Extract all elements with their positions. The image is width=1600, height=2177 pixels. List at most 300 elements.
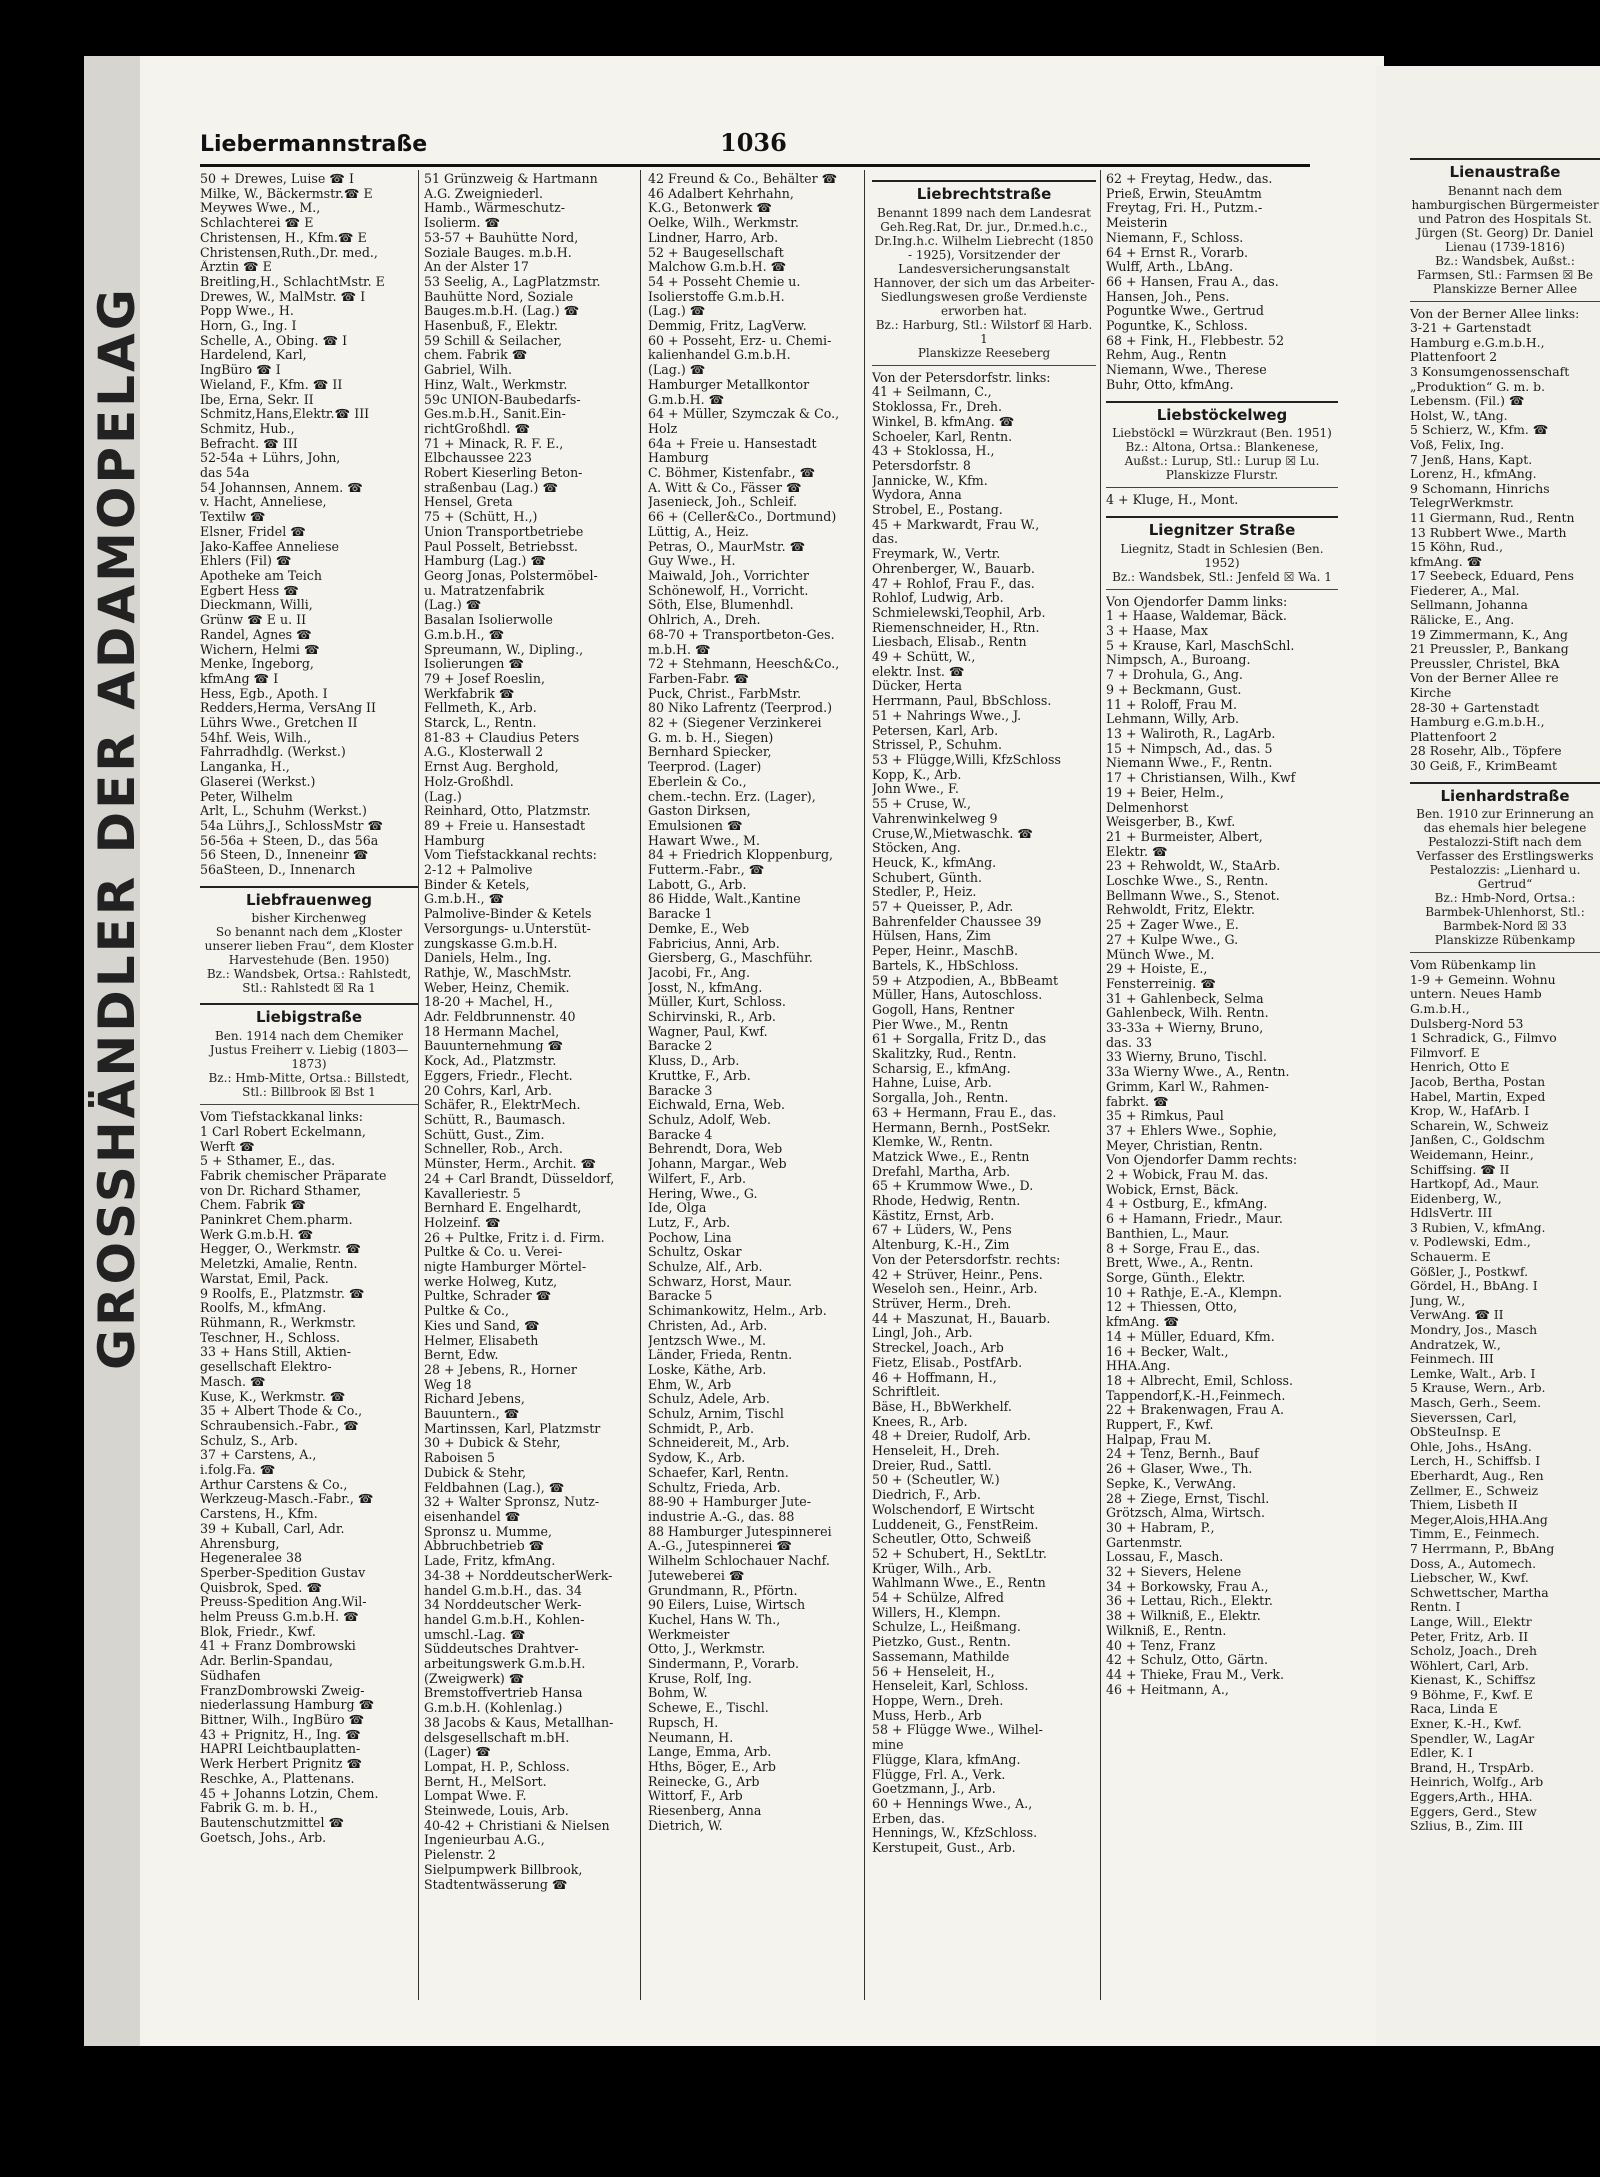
directory-entry: Lüttig, A., Heiz. <box>648 524 749 539</box>
directory-entry: Wagner, Paul, Kwf. <box>648 1024 768 1039</box>
directory-entry: Hamburg (Lag.) ☎ <box>424 554 547 569</box>
directory-entry: v. Hacht, Anneliese, <box>200 495 327 510</box>
column-divider <box>1100 170 1101 2000</box>
directory-entry: Chem. Fabrik ☎ <box>200 1198 306 1213</box>
directory-entry: Von Ojendorfer Damm rechts: <box>1106 1153 1298 1168</box>
directory-entry: 15 Köhn, Rud., <box>1410 540 1504 555</box>
directory-entry: Hennings, W., KfzSchloss. <box>872 1826 1038 1841</box>
directory-entry: Union Transportbetriebe <box>424 524 584 539</box>
directory-entry: Gaston Dirksen, <box>648 804 751 819</box>
directory-entry: Klemke, W., Rentn. <box>872 1135 993 1150</box>
directory-entry: Henseleit, Karl, Schloss. <box>872 1679 1029 1694</box>
directory-entry: Eberhardt, Aug., Ren <box>1410 1468 1544 1483</box>
directory-entry: Fabricius, Anni, Arb. <box>648 936 780 951</box>
directory-entry: 42 + Schulz, Otto, Gärtn. <box>1106 1653 1268 1668</box>
directory-entry: 45 + Markwardt, Frau W., <box>872 517 1040 532</box>
directory-entry: Baracke 1 <box>648 907 713 922</box>
directory-entry: 30 + Dubick & Stehr, <box>424 1436 561 1451</box>
directory-entry: 88 Hamburger Jutespinnerei <box>648 1524 832 1539</box>
directory-entry: Schelle, A., Obing. ☎ I <box>200 333 348 348</box>
directory-entry: kfmAng ☎ I <box>200 671 279 686</box>
directory-entry: Hamburger Metallkontor <box>648 377 810 392</box>
directory-entry: Jannicke, W., Kfm. <box>872 473 988 488</box>
directory-column-2 <box>424 172 642 1892</box>
directory-entry: Winkel, B. kfmAng. ☎ <box>872 414 1015 429</box>
directory-entry: Helmer, Elisabeth <box>424 1333 539 1348</box>
directory-entry: Bernhard E. Engelhardt, <box>424 1201 582 1216</box>
directory-entry: Lorenz, H., kfmAng. <box>1410 467 1537 482</box>
directory-entry: G. m. b. H., Siegen) <box>648 730 774 745</box>
directory-entry: Hegger, O., Werkmstr. ☎ <box>200 1242 362 1257</box>
directory-entry: Wahlmann Wwe., E., Rentn <box>872 1576 1046 1591</box>
directory-entry: Werkfabrik ☎ <box>424 686 515 701</box>
directory-entry: Futterm.-Fabr., ☎ <box>648 863 765 878</box>
directory-entry: 7 Herrmann, P., BbAng <box>1410 1541 1555 1556</box>
directory-entry: Quisbrok, Sped. ☎ <box>200 1580 323 1595</box>
directory-entry: 25 + Zager Wwe., E. <box>1106 918 1239 933</box>
street-heading: Lienaustraße <box>1410 158 1600 180</box>
directory-entry: Baracke 4 <box>648 1127 713 1142</box>
directory-entry: Hülsen, Hans, Zim <box>872 929 991 944</box>
directory-entry: Soziale Bauges. m.b.H. <box>424 245 572 260</box>
directory-entry: 30 + Habram, P., <box>1106 1520 1215 1535</box>
directory-entry: Spreumann, W., Dipling., <box>424 642 584 657</box>
directory-entry: Gößler, J., Postkwf. <box>1410 1264 1529 1279</box>
directory-entry: Krüger, Wilh., Arb. <box>872 1561 992 1576</box>
directory-entry: 47 + Rohlof, Frau F., das. <box>872 576 1035 591</box>
directory-entry: Schneidereit, M., Arb. <box>648 1436 790 1451</box>
directory-entry: Schmidt, P., Arb. <box>648 1421 755 1436</box>
directory-entry: Halpap, Frau M. <box>1106 1432 1212 1447</box>
directory-entry: Hensel, Greta <box>424 495 513 510</box>
directory-entry: IngBüro ☎ I <box>200 363 281 378</box>
directory-entry: Hamb., Wärmeschutz- <box>424 201 565 216</box>
directory-column-1 <box>200 172 418 1845</box>
directory-entry: Heinrich, Wolfg., Arb <box>1410 1775 1544 1790</box>
directory-entry: 19 Zimmermann, K., Ang <box>1410 627 1568 642</box>
directory-entry: 11 Giermann, Rud., Rentn <box>1410 510 1575 525</box>
street-heading: Lienhardstraße <box>1410 782 1600 804</box>
directory-entry: Pultke & Co. u. Verei- <box>424 1245 563 1260</box>
directory-entry: 17 + Christiansen, Wilh., Kwf <box>1106 771 1296 786</box>
directory-entry: Labott, G., Arb. <box>648 877 747 892</box>
directory-entry: Lemke, Walt., Arb. I <box>1410 1366 1536 1381</box>
directory-entry: 18 Hermann Machel, <box>424 1024 560 1039</box>
directory-entry: Paul Posselt, Betriebsst. <box>424 539 578 554</box>
directory-entry: Hamburg e.G.m.b.H., <box>1410 335 1545 350</box>
directory-entry: HAPRI Leichtbauplatten- <box>200 1742 361 1757</box>
directory-entry: u. Matratzenfabrik <box>424 583 545 598</box>
directory-entry: Sorge, Günth., Elektr. <box>1106 1271 1246 1285</box>
directory-entry: 68-70 + Transportbeton-Ges. <box>648 627 835 642</box>
directory-entry: 7 + Drohula, G., Ang. <box>1106 668 1243 683</box>
directory-entry: Blok, Friedr., Kwf. <box>200 1624 316 1639</box>
directory-entry: 31 + Gahlenbeck, Selma <box>1106 991 1264 1006</box>
street-info: Benannt nach dem hamburgischen Bürgermeister und Patron des Hospitals St. Jürgen (St. Georg) Dr. Daniel Lienau (1739-1816) <box>1411 183 1599 254</box>
page-header <box>200 128 1310 167</box>
directory-entry: (Zweigwerk) ☎ <box>424 1671 525 1686</box>
directory-entry: Langanka, H., <box>200 760 290 775</box>
directory-entry: Petersdorfstr. 8 <box>872 458 971 473</box>
directory-entry: 14 + Müller, Eduard, Kfm. <box>1106 1329 1275 1344</box>
directory-entry: Dieckmann, Willi, <box>200 598 313 613</box>
directory-entry: 34 Norddeutscher Werk- <box>424 1598 582 1613</box>
street-info: Bz.: Hmb-Mitte, Ortsa.: Billstedt, Stl.: Billbrook ☒ Bst 1 <box>208 1071 410 1100</box>
directory-entry: Rohlof, Ludwig, Arb. <box>872 591 1004 606</box>
directory-entry: HHA.Ang. <box>1106 1359 1171 1374</box>
directory-entry: 46 Adalbert Kehrhahn, <box>648 186 794 201</box>
directory-entry: Dreier, Rud., Sattl. <box>872 1458 992 1473</box>
street-info: Planskizze Rübenkamp <box>1434 933 1576 948</box>
directory-entry: Grünw ☎ E u. II <box>200 613 307 628</box>
directory-entry: Lingl, Joh., Arb. <box>872 1326 973 1341</box>
directory-entry: Sellmann, Johanna <box>1410 598 1528 613</box>
directory-entry: Schmielewski,Teophil, Arb. <box>872 605 1046 620</box>
directory-entry: 33-33a + Wierny, Bruno, <box>1106 1021 1264 1036</box>
directory-entry: Hamburg <box>424 833 485 848</box>
directory-entry: Kirche <box>1410 686 1452 701</box>
directory-entry: Malchow G.m.b.H. ☎ <box>648 260 787 275</box>
directory-entry: (Lager) ☎ <box>424 1745 491 1760</box>
directory-entry: Ohrenberger, W., Bauarb. <box>872 561 1035 576</box>
directory-entry: John Wwe., F. <box>872 782 959 797</box>
directory-entry: 11 + Roloff, Frau M. <box>1106 697 1238 712</box>
directory-entry: 1 Carl Robert Eckelmann, <box>200 1124 366 1139</box>
directory-entry: 55 + Cruse, W., <box>872 797 972 812</box>
directory-entry: Janßen, C., Goldschm <box>1410 1133 1545 1148</box>
directory-entry: Fellmeth, K., Arb. <box>424 701 537 716</box>
directory-entry: Lange, Emma, Arb. <box>648 1745 772 1760</box>
directory-entry: Teerprod. (Lager) <box>648 760 762 775</box>
directory-entry: Sperber-Spedition Gustav <box>200 1565 366 1580</box>
directory-entry: Bäse, H., BbWerkhelf. <box>872 1399 1012 1414</box>
street-info: Ben. 1914 nach dem Chemiker Justus Freiherr v. Liebig (1803—1873) <box>209 1029 409 1072</box>
directory-entry: Schlachterei ☎ E <box>200 216 314 231</box>
directory-entry: Vom Tiefstackkanal links: <box>200 1110 364 1125</box>
directory-entry: Elbchaussee 223 <box>424 451 532 466</box>
directory-entry: Brett, Wwe., A., Rentn. <box>1106 1256 1254 1271</box>
directory-entry: Stoklossa, Fr., Dreh. <box>872 400 1003 415</box>
directory-entry: Wulff, Arth., LbAng. <box>1106 260 1234 275</box>
directory-entry: 46 + Hoffmann, H., <box>872 1370 997 1385</box>
directory-entry: 27 + Kulpe Wwe., G. <box>1106 932 1239 947</box>
directory-entry: richtGroßhdl. ☎ <box>424 421 531 436</box>
directory-entry: G.m.b.H., <box>1410 1001 1470 1016</box>
directory-entry: Südhafen <box>200 1668 261 1683</box>
directory-entry: fabrkt. ☎ <box>1106 1094 1169 1109</box>
directory-entry: A. Witt & Co., Fässer ☎ <box>648 480 802 495</box>
directory-entry: Jasenieck, Joh., Schleif. <box>648 495 798 510</box>
directory-entry: Kienast, K., Schiffsz <box>1410 1673 1536 1688</box>
directory-entry: K.G., Betonwerk ☎ <box>648 201 773 216</box>
directory-entry: 54hf. Weis, Wilh., <box>200 730 312 745</box>
street-heading: Liebstöckelweg <box>1106 401 1338 423</box>
directory-entry: 37 + Carstens, A., <box>200 1448 317 1463</box>
directory-entry: Goetsch, Johs., Arb. <box>200 1830 327 1845</box>
directory-entry: 9 Schomann, Hinrichs <box>1410 481 1550 496</box>
directory-entry: Werft ☎ <box>200 1139 255 1154</box>
directory-entry: Abbruchbetrieb ☎ <box>424 1539 545 1554</box>
street-info: Benannt 1899 nach dem Landesrat Geh.Reg.Rat, Dr. jur., Dr.med.h.c., Dr.Ing.h.c. Wilhelm Liebrecht (1850 - 1925), Vorsitzender der Landesversicherungsanstalt Hannover, der sich um das Arbeiter-Siedlungswesen große Verdienste erworben hat. <box>873 205 1095 318</box>
directory-entry: Kerstupeit, Gust., Arb. <box>872 1841 1016 1856</box>
directory-entry: (Lag.) ☎ <box>648 304 706 319</box>
directory-entry: Ehlers (Fil) ☎ <box>200 554 292 569</box>
directory-entry: Arthur Carstens & Co., <box>200 1477 348 1492</box>
directory-entry: Kuse, K., Werkmstr. ☎ <box>200 1389 346 1404</box>
directory-entry: Masch. ☎ <box>200 1374 266 1389</box>
street-info: Bz.: Hmb-Nord, Ortsa.: Barmbek-Uhlenhorst, Stl.: Barmbek-Nord ☒ 33 <box>1425 891 1585 934</box>
directory-entry: Fahrradhdlg. (Werkst.) <box>200 745 346 760</box>
directory-entry: Bittner, Wilh., IngBüro ☎ <box>200 1712 365 1727</box>
directory-entry: Bauunternehmung ☎ <box>424 1039 564 1054</box>
directory-entry: Lindner, Harro, Arb. <box>648 230 779 245</box>
directory-entry: 9 Böhme, F., Kwf. E <box>1410 1687 1533 1702</box>
directory-entry: Schmitz,Hans,Elektr.☎ III <box>200 407 370 422</box>
directory-entry: 15 + Nimpsch, Ad., das. 5 <box>1106 741 1273 756</box>
directory-entry: Bautenschutzmittel ☎ <box>200 1815 345 1830</box>
directory-entry: Emulsionen ☎ <box>648 818 743 833</box>
directory-entry: Binder & Ketels, <box>424 877 530 892</box>
directory-entry: Ges.m.b.H., Sanit.Ein- <box>424 407 566 422</box>
directory-entry: industrie A.-G., das. 88 <box>648 1509 795 1524</box>
directory-entry: Weg 18 <box>424 1377 472 1392</box>
directory-entry: G.m.b.H., ☎ <box>424 627 505 642</box>
directory-entry: 2 + Wobick, Frau M. das. <box>1106 1168 1269 1183</box>
directory-entry: Loske, Käthe, Arb. <box>648 1362 767 1377</box>
directory-entry: das 54a <box>200 466 250 481</box>
directory-entry: Baracke 2 <box>648 1039 713 1054</box>
directory-entry: Johann, Margar., Web <box>648 1157 787 1172</box>
directory-entry: 42 + Strüver, Heinr., Pens. <box>872 1267 1043 1282</box>
directory-entry: Zellmer, E., Schweiz <box>1410 1483 1539 1498</box>
directory-entry: (Lag.) ☎ <box>648 363 706 378</box>
directory-entry: 43 + Stoklossa, H., <box>872 444 995 459</box>
directory-entry: Ibe, Erna, Sekr. II <box>200 392 314 407</box>
directory-entry: Schulze, L., Heißmang. <box>872 1620 1021 1635</box>
directory-entry: 65 + Krummow Wwe., D. <box>872 1179 1034 1194</box>
directory-entry: Werk G.m.b.H. ☎ <box>200 1227 314 1242</box>
directory-entry: 10 + Rathje, E.-A., Klempn. <box>1106 1285 1282 1300</box>
directory-entry: Peter, Wilhelm <box>200 789 293 804</box>
directory-entry: Loschke Wwe., S., Rentn. <box>1106 874 1269 889</box>
directory-entry: Bartels, K., HbSchloss. <box>872 958 1019 973</box>
directory-entry: 26 + Pultke, Fritz i. d. Firm. <box>424 1230 605 1245</box>
directory-entry: Fensterreinig. ☎ <box>1106 976 1217 991</box>
directory-entry: Josst, N., kfmAng. <box>648 980 763 995</box>
directory-entry: Erben, das. <box>872 1811 945 1826</box>
directory-entry: 30 Geiß, F., KrimBeamt <box>1410 759 1557 773</box>
directory-entry: Edler, K. I <box>1410 1746 1473 1761</box>
directory-entry: 18-20 + Machel, H., <box>424 995 553 1010</box>
directory-entry: arbeitungswerk G.m.b.H. <box>424 1657 586 1672</box>
directory-entry: 58 + Flügge Wwe., Wilhel- <box>872 1723 1043 1738</box>
directory-entry: Bohm, W. <box>648 1686 708 1701</box>
directory-entry: Schönewolf, H., Vorricht. <box>648 583 809 598</box>
directory-entry: Liebscher, W., Kwf. <box>1410 1571 1529 1586</box>
directory-entry: Arlt, L., Schuhm (Werkst.) <box>200 804 367 819</box>
street-info: Liegnitz, Stadt in Schlesien (Ben. 1952) <box>1120 541 1324 570</box>
directory-entry: Elsner, Fridel ☎ <box>200 524 306 539</box>
directory-entry: Hths, Böger, E., Arb <box>648 1759 776 1774</box>
directory-entry: Schultz, Oskar <box>648 1245 742 1260</box>
directory-entry: Feldbahnen (Lag.), ☎ <box>424 1480 565 1495</box>
directory-entry: Gartenmstr. <box>1106 1535 1183 1550</box>
directory-entry: Muss, Herb., Arb <box>872 1708 982 1723</box>
directory-entry: Von der Berner Allee links: <box>1410 306 1580 321</box>
directory-entry: Flügge, Frl. A., Verk. <box>872 1767 1006 1782</box>
directory-entry: Robert Kieserling Beton- <box>424 466 583 481</box>
directory-entry: Hardelend, Karl, <box>200 348 307 363</box>
directory-entry: 42 Freund & Co., Behälter ☎ <box>648 172 838 186</box>
directory-entry: Pielenstr. 2 <box>424 1848 496 1863</box>
directory-entry: Weber, Heinz, Chemik. <box>424 980 570 995</box>
directory-entry: Rhode, Hedwig, Rentn. <box>872 1194 1021 1209</box>
directory-entry: Lührs Wwe., Gretchen II <box>200 716 358 731</box>
street-info: Planskizze Flurstr. <box>1165 468 1279 483</box>
directory-entry: 46 + Heitmann, A., <box>1106 1682 1229 1697</box>
directory-entry: Flügge, Klara, kfmAng. <box>872 1752 1021 1767</box>
directory-entry: Wöhlert, Carl, Arb. <box>1410 1658 1529 1673</box>
directory-entry: 5 + Sthamer, E., das. <box>200 1154 336 1169</box>
directory-entry: Kluss, D., Arb. <box>648 1054 740 1069</box>
directory-entry: 21 Preussler, P., Bankang <box>1410 642 1569 657</box>
directory-entry: 66 + (Celler&Co., Dortmund) <box>648 510 837 525</box>
directory-entry: 41 + Franz Dombrowski <box>200 1639 356 1654</box>
directory-entry: eisenhandel ☎ <box>424 1509 521 1524</box>
directory-entry: Bauhütte Nord, Soziale <box>424 289 574 304</box>
directory-entry: 84 + Friedrich Kloppenburg, <box>648 848 834 863</box>
directory-entry: 13 Rubbert Wwe., Marth <box>1410 525 1567 540</box>
directory-entry: 32 + Sievers, Helene <box>1106 1565 1242 1580</box>
directory-entry: FranzDombrowski Zweig- <box>200 1683 365 1698</box>
directory-entry: Bremstoffvertrieb Hansa <box>424 1686 583 1701</box>
directory-entry: Hansen, Joh., Pens. <box>1106 289 1230 304</box>
directory-entry: Juteweberei ☎ <box>648 1568 745 1583</box>
directory-entry: Kavalleriestr. 5 <box>424 1186 521 1201</box>
directory-entry: TelegrWerkmstr. <box>1410 496 1514 511</box>
directory-entry: 28 Rosehr, Alb., Töpfere <box>1410 744 1562 759</box>
directory-entry: Werkzeug-Masch.-Fabr., ☎ <box>200 1492 374 1507</box>
directory-entry: 81-83 + Claudius Peters <box>424 730 580 745</box>
directory-entry: niederlassung Hamburg ☎ <box>200 1698 375 1713</box>
directory-entry: Randel, Agnes ☎ <box>200 627 312 642</box>
street-info: Bz.: Wandsbek, Stl.: Jenfeld ☒ Wa. 1 <box>1112 569 1332 584</box>
directory-entry: Stadtentwässerung ☎ <box>424 1877 568 1892</box>
directory-entry: Scharsig, E., kfmAng. <box>872 1061 1011 1076</box>
directory-entry: Elektr. ☎ <box>1106 844 1168 859</box>
section-rule <box>1410 301 1600 302</box>
street-info: Liebstöckl = Würzkraut (Ben. 1951) <box>1112 426 1332 441</box>
directory-entry: 9 Roolfs, E., Platzmstr. ☎ <box>200 1286 365 1301</box>
directory-entry: Oelke, Wilh., Werkmstr. <box>648 216 799 231</box>
directory-entry: Preuss-Spedition Ang.Wil- <box>200 1595 367 1610</box>
directory-entry: delsgesellschaft m.bH. <box>424 1730 570 1745</box>
directory-entry: Jako-Kaffee Anneliese <box>200 539 339 554</box>
directory-entry: Lossau, F., Masch. <box>1106 1550 1224 1565</box>
directory-entry: Ehm, W., Arb <box>648 1377 732 1392</box>
directory-entry: C. Böhmer, Kistenfabr., ☎ <box>648 466 816 481</box>
directory-entry: 57 + Queisser, P., Adr. <box>872 900 1014 915</box>
directory-entry: Ruppert, F., Kwf. <box>1106 1418 1214 1433</box>
directory-entry: 90 Eilers, Luise, Wirtsch <box>648 1598 806 1613</box>
directory-entry: Bernt, Edw. <box>424 1348 499 1363</box>
directory-entry: Dulsberg-Nord 53 <box>1410 1016 1524 1031</box>
directory-entry: Paninkret Chem.pharm. <box>200 1213 353 1228</box>
directory-entry: Farben-Fabr. ☎ <box>648 671 750 686</box>
directory-entry: werke Holweg, Kutz, <box>424 1274 558 1289</box>
directory-entry: Herrmann, Paul, BbSchloss. <box>872 694 1052 709</box>
directory-entry: Schulz, Adolf, Web. <box>648 1113 771 1127</box>
directory-entry: 9 + Beckmann, Gust. <box>1106 682 1242 697</box>
directory-entry: Raboisen 5 <box>424 1451 495 1466</box>
directory-entry: Wittorf, F., Arb <box>648 1789 743 1804</box>
directory-entry: Holz <box>648 421 678 436</box>
directory-entry: 20 Cohrs, Karl, Arb. <box>424 1083 552 1098</box>
directory-entry: „Produktion“ G. m. b. <box>1410 379 1546 394</box>
directory-entry: Bauuntern., ☎ <box>424 1407 520 1422</box>
directory-entry: Vom Tiefstackkanal rechts: <box>424 848 597 863</box>
directory-entry: Kästitz, Ernst, Arb. <box>872 1208 995 1223</box>
directory-entry: Holzeinf. ☎ <box>424 1215 501 1230</box>
directory-entry: Horn, G., Ing. I <box>200 319 297 334</box>
directory-entry: Fabrik G. m. b. H., <box>200 1801 318 1816</box>
directory-entry: Voß, Felix, Ing. <box>1410 437 1505 452</box>
directory-entry: Stöcken, Ang. <box>872 841 961 856</box>
directory-entry: Schwarz, Horst, Maur. <box>648 1274 793 1289</box>
directory-entry: Pultke & Co., <box>424 1304 509 1319</box>
directory-entry: handel G.m.b.H., das. 34 <box>424 1583 582 1598</box>
directory-entry: Basalan Isolierwolle <box>424 613 553 628</box>
directory-entry: Holz-Großhdl. <box>424 774 514 789</box>
directory-entry: 19 + Beier, Helm., <box>1106 785 1224 800</box>
directory-entry: Diedrich, F., Arb. <box>872 1488 981 1503</box>
directory-entry: Timm, E., Feinmech. <box>1410 1527 1540 1542</box>
directory-entry: Grundmann, R., Pförtn. <box>648 1583 798 1598</box>
directory-entry: 53-57 + Bauhütte Nord, <box>424 230 579 245</box>
directory-entry: 53 Seelig, A., LagPlatzmstr. <box>424 274 601 289</box>
directory-entry: i.folg.Fa. ☎ <box>200 1463 276 1478</box>
directory-entry: Schewe, E., Tischl. <box>648 1701 769 1716</box>
directory-entry: 13 + Waliroth, R., LagArb. <box>1106 726 1276 741</box>
directory-entry: Exner, K.-H., Kwf. <box>1410 1717 1522 1732</box>
directory-entry: Neumann, H. <box>648 1730 734 1745</box>
directory-entry: Eggers, Friedr., Flecht. <box>424 1068 573 1083</box>
directory-entry: Wilhelm Schlochauer Nachf. <box>648 1554 830 1569</box>
directory-entry: Feinmech. III <box>1410 1352 1494 1367</box>
directory-entry: 54 Johannsen, Annem. ☎ <box>200 480 363 495</box>
directory-entry: Carstens, H., Kfm. <box>200 1507 318 1522</box>
directory-entry: Fabrik chemischer Präparate <box>200 1168 387 1183</box>
directory-entry: Ohle, Johs., HsAng. <box>1410 1439 1532 1454</box>
directory-entry: das. <box>872 532 899 547</box>
directory-entry: Doss, A., Automech. <box>1410 1556 1537 1571</box>
directory-entry: 39 + Kuball, Carl, Adr. <box>200 1521 345 1536</box>
directory-entry: 28 + Jebens, R., Horner <box>424 1362 577 1377</box>
street-info: Bz.: Wandsbek, Außst.: Farmsen, Stl.: Farmsen ☒ Be <box>1416 253 1594 282</box>
directory-entry: 71 + Minack, R. F. E., <box>424 436 564 451</box>
directory-entry: Szlius, B., Zim. III <box>1410 1819 1523 1834</box>
directory-entry: 40 + Tenz, Franz <box>1106 1638 1216 1653</box>
directory-entry: 89 + Freie u. Hansestadt <box>424 818 586 833</box>
directory-entry: 2-12 + Palmolive <box>424 863 533 878</box>
directory-entry: Breitling,H., SchlachtMstr. E <box>200 274 385 289</box>
directory-entry: Buhr, Otto, kfmAng. <box>1106 377 1234 392</box>
directory-entry: Schütt, R., Baumasch. <box>424 1113 566 1127</box>
directory-entry: Peper, Heinr., MaschB. <box>872 944 1019 959</box>
directory-entry: Egbert Hess ☎ <box>200 583 299 598</box>
directory-entry: 38 Jacobs & Kaus, Metallhan- <box>424 1715 614 1730</box>
directory-entry: Meywes Wwe., M., <box>200 201 321 216</box>
